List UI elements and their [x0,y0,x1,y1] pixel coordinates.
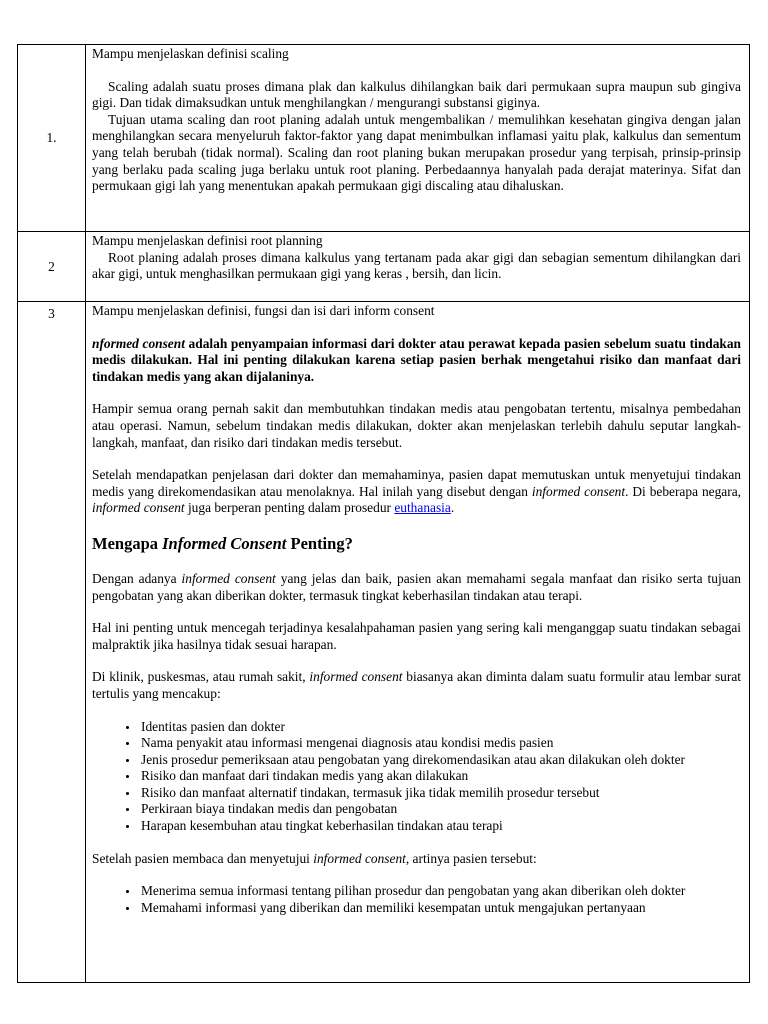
row-heading: Mampu menjelaskan definisi, fungsi dan isi dari inform consent [92,303,435,318]
row-number: 3 [18,302,86,983]
row-number: 2 [18,232,86,302]
list-item: • Harapan kesembuhan atau tingkat keberhasilan tindakan atau terapi [139,818,741,835]
row-content [86,302,750,983]
content-table [17,44,750,983]
consent-contents-list [92,719,741,835]
list-item: • Menerima semua informasi tentang pilihan prosedur dan pengobatan yang akan diberikan oleh dokter [139,883,741,900]
list-item: • Jenis prosedur pemeriksaan atau pengobatan yang direkomendasikan atau akan dilakukan oleh dokter [139,752,741,769]
paragraph: Root planing adalah proses dimana kalkulus yang tertanam pada akar gigi dan sebagian sementum dihilangkan dari akar gigi, untuk menghasilkan permukaan gigi yang keras , bersih, dan licin. [92,249,741,282]
paragraph: Setelah mendapatkan penjelasan dari dokter dan memahaminya, pasien dapat memutuskan untuk menyetujui tindakan medis yang direkomendasikan atau menolaknya. Hal inilah yang disebut dengan informed consent. Di beberapa negara, informed consent juga berperan penting dalam prosedur euthanasia. [92,467,741,516]
table-row [18,232,750,302]
row-heading: Mampu menjelaskan definisi scaling [92,46,289,61]
row-content [86,45,750,232]
intro-paragraph: nformed consent adalah penyampaian informasi dari dokter atau perawat kepada pasien sebelum suatu tindakan medis dilakukan. Hal ini penting dilakukan karena setiap pasien berhak mengetahui risiko dan manfaat dari tindakan medis yang akan dijalaninya. [92,335,741,384]
list-item: • Identitas pasien dan dokter [139,719,741,736]
table-row [18,302,750,983]
paragraph: Di klinik, puskesmas, atau rumah sakit, informed consent biasanya akan diminta dalam suatu formulir atau lembar surat tertulis yang mencakup: [92,669,741,701]
row-heading: Mampu menjelaskan definisi root planning [92,233,323,248]
row-content [86,232,750,302]
list-item: • Memahami informasi yang diberikan dan memiliki kesempatan untuk mengajukan pertanyaan [139,900,741,917]
patient-agreement-list [92,883,741,916]
table-row [18,45,750,232]
list-item: • Perkiraan biaya tindakan medis dan pengobatan [139,801,741,818]
paragraph: Dengan adanya informed consent yang jelas dan baik, pasien akan memahami segala manfaat dan risiko serta tujuan pengobatan yang akan diberikan dokter, termasuk tingkat keberhasilan tindakan atau terapi. [92,570,741,603]
paragraph: Hal ini penting untuk mencegah terjadinya kesalahpahaman pasien yang sering kali menganggap suatu tindakan sebagai malpraktik jika hasilnya tidak sesuai harapan. [92,620,741,652]
row-number: 1. [18,45,86,232]
list-item: • Nama penyakit atau informasi mengenai diagnosis atau kondisi medis pasien [139,735,741,752]
euthanasia-link[interactable]: euthanasia [394,500,451,516]
paragraph: Hampir semua orang pernah sakit dan membutuhkan tindakan medis atau pengobatan tertentu, misalnya pembedahan atau operasi. Namun, sebelum tindakan medis dilakukan, dokter akan menjelaskan terlebih dahulu seputar langkah-langkah, manfaat, dan risiko dari tindakan medis tersebut. [92,401,741,450]
paragraph: Tujuan utama scaling dan root planing adalah untuk mengembalikan / memulihkan kesehatan gingiva dengan jalan menghilangkan secara menyeluruh faktor-faktor yang dapat menimbulkan inflamasi yaitu plak, kalkulus dan sementum yang telah berubah (tidak normal). Scaling dan root planing bukan merupakan prosedur yang terpisah, prinsip-prinsip yang berlaku pada scaling juga berlaku untuk root planing. Perbedaannya hanyalah pada derajat materinya. Sifat dan permukaan gigi lah yang menentukan apakah permukaan gigi discaling atau dihaluskan. [92,111,741,194]
paragraph: Scaling adalah suatu proses dimana plak dan kalkulus dihilangkan baik dari permukaan supra maupun sub gingiva gigi. Dan tidak dimaksudkan untuk menghilangkan / mengurangi substansi giginya. [92,78,741,111]
list-item: • Risiko dan manfaat alternatif tindakan, termasuk jika tidak memilih prosedur tersebut [139,785,741,802]
paragraph: Setelah pasien membaca dan menyetujui informed consent, artinya pasien tersebut: [92,850,537,866]
list-item: • Risiko dan manfaat dari tindakan medis yang akan dilakukan [139,768,741,785]
section-heading: Mengapa Informed Consent Penting? [92,533,353,553]
